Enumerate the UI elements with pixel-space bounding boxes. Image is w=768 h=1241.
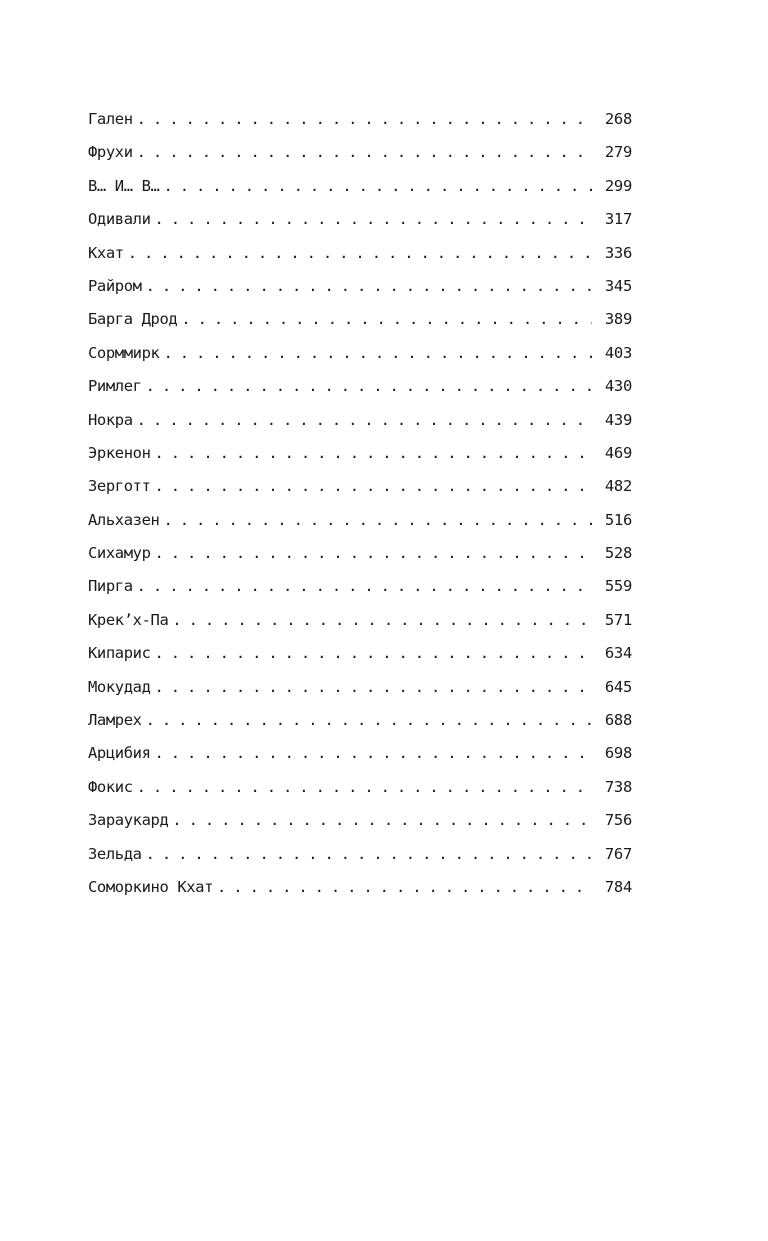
toc-entry-page-number: 559: [604, 577, 632, 596]
toc-dot-leader: [155, 444, 592, 462]
toc-dot-leader: [155, 678, 592, 696]
toc-dot-leader: [128, 244, 592, 262]
toc-entry-page-number: 482: [604, 477, 632, 496]
toc-entry: [88, 878, 632, 911]
toc-dot-leader: [163, 177, 592, 195]
toc-entry-page-number: 299: [604, 176, 632, 195]
toc-entry: [88, 577, 632, 610]
toc-dot-leader: [137, 110, 592, 128]
toc-dot-leader: [146, 277, 592, 295]
toc-dot-leader: [163, 511, 592, 529]
toc-entry-title: Кхат: [88, 243, 124, 262]
toc-entry: [88, 611, 632, 644]
toc-entry-page-number: 528: [604, 544, 632, 563]
toc-dot-leader: [137, 577, 592, 595]
toc-entry-title: Сихамур: [88, 544, 151, 563]
toc-entry: [88, 544, 632, 577]
toc-entry-title: Альхазен: [88, 510, 160, 529]
toc-entry-page-number: 439: [604, 410, 632, 429]
toc-dot-leader: [155, 744, 592, 762]
toc-dot-leader: [137, 411, 592, 429]
toc-entry-page-number: 403: [604, 343, 632, 362]
toc-dot-leader: [155, 210, 592, 228]
toc-entry-title: Барга Дрод: [88, 310, 178, 329]
toc-entry: [88, 143, 632, 176]
toc-entry-title: Сорммирк: [88, 343, 160, 362]
toc-entry-title: Римлег: [88, 377, 142, 396]
toc-dot-leader: [137, 143, 592, 161]
toc-dot-leader: [146, 845, 592, 863]
toc-entry: [88, 411, 632, 444]
toc-entry-page-number: 688: [604, 711, 632, 730]
toc-entry-title: Соморкино Кхат: [88, 877, 214, 896]
toc-dot-leader: [155, 477, 592, 495]
toc-entry: [88, 244, 632, 277]
toc-entry-title: Зельда: [88, 844, 142, 863]
toc-entry: [88, 477, 632, 510]
toc-entry: [88, 511, 632, 544]
toc-entry: [88, 310, 632, 343]
toc-entry: [88, 678, 632, 711]
toc-entry-page-number: 469: [604, 443, 632, 462]
toc-entry-title: Фрухи: [88, 143, 133, 162]
toc-entry-title: Мокудад: [88, 677, 151, 696]
toc-dot-leader: [217, 878, 592, 896]
toc-entry: [88, 711, 632, 744]
toc-entry-page-number: 784: [604, 877, 632, 896]
toc-entry: [88, 210, 632, 243]
toc-entry-page-number: 336: [604, 243, 632, 262]
toc-entry-page-number: 279: [604, 143, 632, 162]
toc-entry-page-number: 345: [604, 276, 632, 295]
toc-entry: [88, 377, 632, 410]
toc-entry-page-number: 767: [604, 844, 632, 863]
toc-dot-leader: [172, 811, 592, 829]
toc-dot-leader: [146, 711, 592, 729]
toc-dot-leader: [137, 778, 592, 796]
toc-entry-page-number: 430: [604, 377, 632, 396]
toc-entry-page-number: 756: [604, 811, 632, 830]
toc-entry: [88, 344, 632, 377]
toc-entry-title: Крек’х-Па: [88, 610, 169, 629]
toc-entry-title: Ламрех: [88, 711, 142, 730]
toc-entry: [88, 845, 632, 878]
toc-entry-title: Райром: [88, 276, 142, 295]
toc-entry: [88, 177, 632, 210]
toc-entry-page-number: 571: [604, 610, 632, 629]
toc-entry-page-number: 389: [604, 310, 632, 329]
toc-dot-leader: [155, 544, 592, 562]
toc-dot-leader: [163, 344, 592, 362]
toc-entry-title: Гален: [88, 110, 133, 128]
toc-entry-title: Зерготт: [88, 477, 151, 496]
toc-entry: [88, 778, 632, 811]
toc-entry-page-number: 516: [604, 510, 632, 529]
toc-entry-page-number: 698: [604, 744, 632, 763]
toc-entry-page-number: 645: [604, 677, 632, 696]
toc-entry: [88, 444, 632, 477]
toc-entry-title: Зараукард: [88, 811, 169, 830]
toc-entry: [88, 744, 632, 777]
toc-entry-title: Эркенон: [88, 443, 151, 462]
toc-entry-title: Нокра: [88, 410, 133, 429]
toc-entry: [88, 644, 632, 677]
toc-entry-title: Одивали: [88, 210, 151, 229]
toc-entry: [88, 110, 632, 143]
toc-entry-title: Арцибия: [88, 744, 151, 763]
toc-entry-title: Кипарис: [88, 644, 151, 663]
toc-entry-page-number: 634: [604, 644, 632, 663]
toc-entry-page-number: 738: [604, 777, 632, 796]
toc-entry-page-number: 268: [604, 110, 632, 128]
toc-dot-leader: [146, 377, 592, 395]
toc-entry-title: В… И… В…: [88, 176, 160, 195]
toc-entry-title: Пирга: [88, 577, 133, 596]
toc-dot-leader: [172, 611, 592, 629]
table-of-contents: [88, 110, 632, 911]
toc-entry-page-number: 317: [604, 210, 632, 229]
toc-entry: [88, 811, 632, 844]
toc-dot-leader: [155, 644, 592, 662]
toc-entry: [88, 277, 632, 310]
toc-entry-title: Фокис: [88, 777, 133, 796]
toc-dot-leader: [181, 310, 592, 328]
